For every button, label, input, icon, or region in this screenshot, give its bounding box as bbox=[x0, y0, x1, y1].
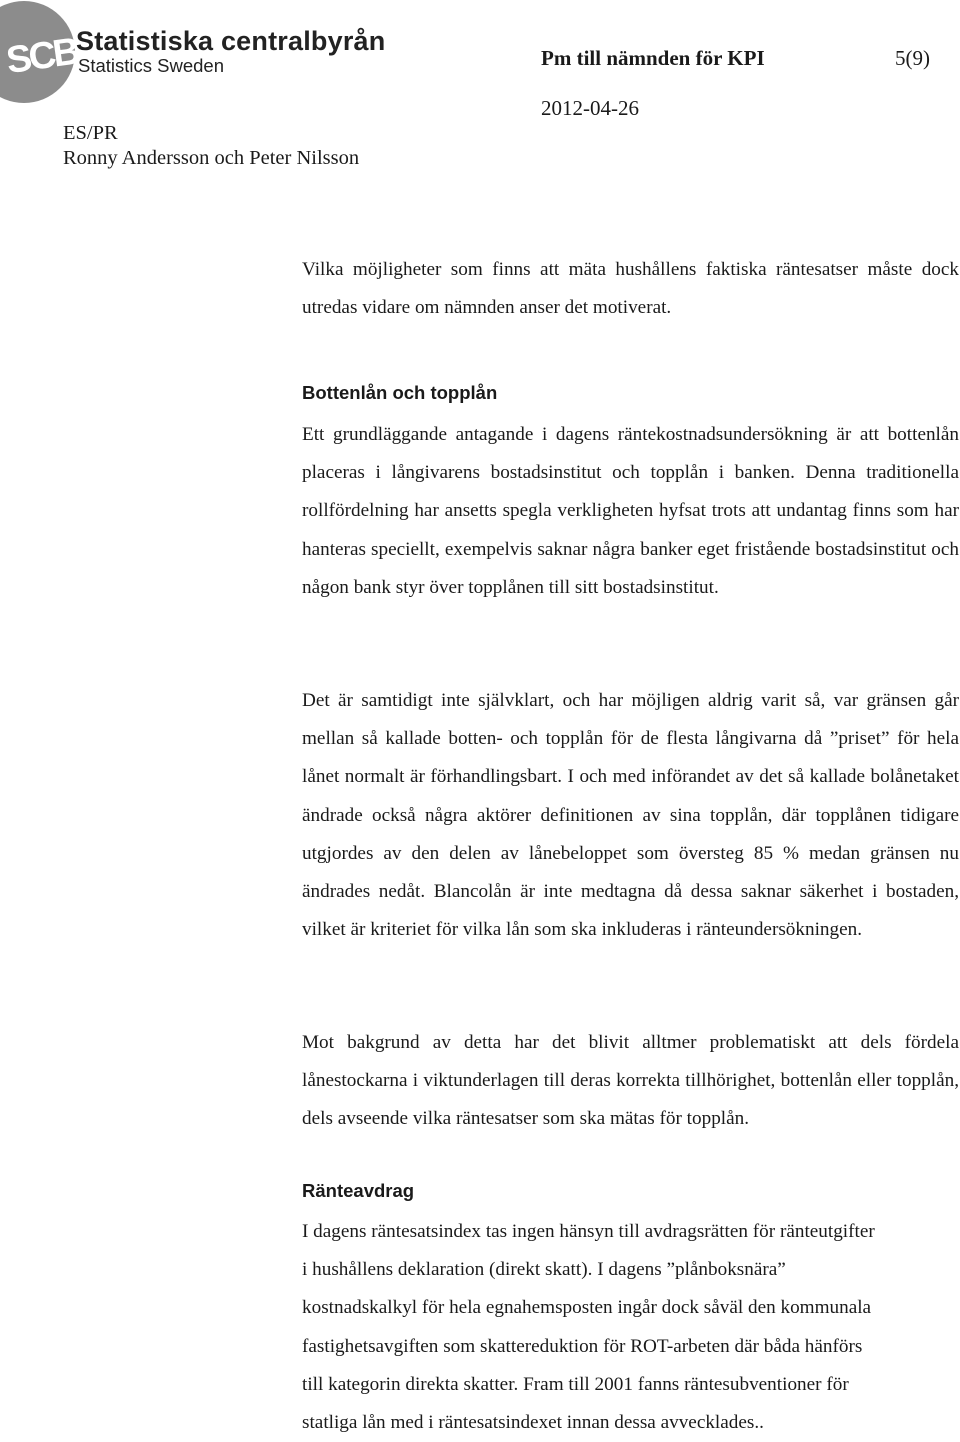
document-title: Pm till nämnden för KPI bbox=[541, 46, 765, 70]
text-line: fastighetsavgiften som skattereduktion för ROT-arbeten där båda hänförs bbox=[302, 1335, 863, 1357]
intro-paragraph: Vilka möjligheter som finns att mäta hushållens faktiska räntesatser måste dock utredas vidare om nämnden anser det motiverat. bbox=[302, 259, 959, 319]
text-line: I dagens räntesatsindex tas ingen hänsyn till avdragsrätten för ränteutgifter bbox=[302, 1221, 875, 1242]
section-heading-bottenlan: Bottenlån och topplån bbox=[302, 382, 498, 403]
paragraph-bottenlan-1: Ett grundläggande antagande i dagens räntekostnadsundersökning är att bottenlån placeras i långivarens bostadsinstitut och topplån i banken. Denna traditionella rollfördelning har ansetts spegla verkligheten hyfsat trots att undantag finns som har hanteras speciellt, exempelvis saknar några banker eget fristående bostadsinstitut och någon bank styr över topplånen till sitt bostadsinstitut. bbox=[302, 424, 959, 598]
logo-subname: Statistics Sweden bbox=[78, 55, 225, 76]
scb-logo-mark bbox=[0, 0, 80, 110]
scb-logo-letters: SCB bbox=[3, 30, 80, 83]
paragraph-bottenlan-2: Det är samtidigt inte självklart, och har möjligen aldrig varit så, var gränsen går mellan så kallade botten- och topplån för de flesta långivarna då ”priset” för hela lånet normalt är förhandlingsbart. I och med införandet av det så kallade bolånetaket ändrade också några aktörer definitionen av sina topplån, där topplånen tidigare utgjordes av den delen av lånebeloppet som översteg 85 % medan gränsen nu ändrades nedåt. Blancolån är inte medtagna då dessa saknar säkerhet i bostaden, vilket är kriteriet för vilka lån som ska inkluderas i ränteundersökningen. bbox=[302, 690, 959, 941]
text-line: till kategorin direkta skatter. Fram till 2001 fanns räntesubventioner för bbox=[302, 1373, 849, 1395]
text-line: kostnadskalkyl för hela egnahemsposten ingår dock såväl den kommunala bbox=[302, 1297, 872, 1319]
logo-name: Statistiska centralbyrån bbox=[76, 26, 386, 56]
department: ES/PR bbox=[63, 122, 118, 144]
document-date: 2012-04-26 bbox=[541, 96, 639, 120]
scb-logo bbox=[0, 0, 410, 110]
section-heading-ranteavdrag: Ränteavdrag bbox=[302, 1180, 415, 1201]
paragraph-bottenlan-3: Mot bakgrund av detta har det blivit alltmer problematiskt att dels fördela lånestockarna i viktunderlagen till deras korrekta tillhörighet, bottenlån eller topplån, dels avseende vilka räntesatser som ska mätas för topplån. bbox=[302, 1032, 959, 1130]
paragraph-ranteavdrag bbox=[302, 1213, 959, 1442]
text-line: statliga lån med i räntesatsindexet innan dessa avvecklades.. bbox=[302, 1412, 764, 1434]
text-line: i hushållens deklaration (direkt skatt). I dagens ”plånboksnära” bbox=[302, 1259, 786, 1281]
authors: Ronny Andersson och Peter Nilsson bbox=[63, 147, 360, 169]
page-number: 5(9) bbox=[895, 46, 930, 70]
